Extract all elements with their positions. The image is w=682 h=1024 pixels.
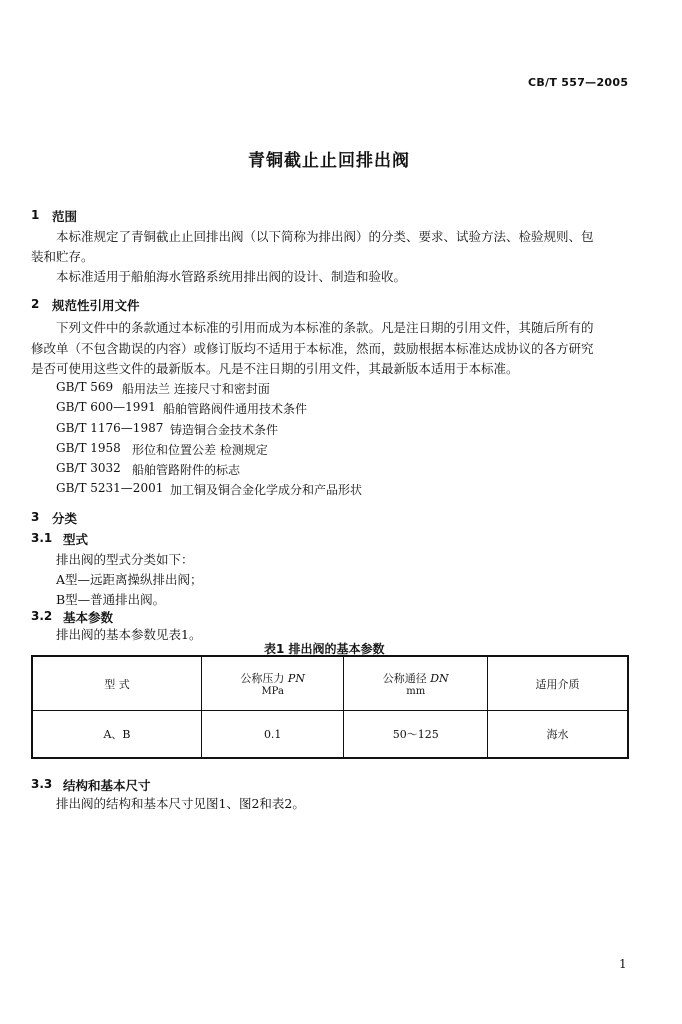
reference-title: 加工铜及铜合金化学成分和产品形状: [170, 483, 363, 497]
page-title: 青铜截止止回排出阀: [248, 151, 410, 171]
header-nominal-pressure: [201, 656, 344, 711]
header-dn-label: 公称通径: [382, 672, 431, 685]
table-header-row: [32, 656, 628, 711]
reference-code: GB/T 1176—1987: [56, 421, 164, 435]
subsection-3-3-title: 结构和基本尺寸: [63, 778, 151, 793]
header-type: 型 式: [32, 656, 201, 711]
table-row: [32, 711, 628, 759]
table-1-caption: 表1 排出阀的基本参数: [264, 642, 385, 656]
subsection-3-1-title: 型式: [63, 532, 89, 547]
reference-code: GB/T 569: [56, 380, 114, 394]
subsection-3-1-line-3: B型—普通排出阀。: [56, 592, 166, 607]
reference-title: 铸造铜合金技术条件: [170, 423, 279, 437]
reference-item: [56, 481, 163, 495]
cell-medium: 海水: [487, 711, 628, 759]
reference-item: [56, 380, 113, 394]
cell-type: A、B: [32, 711, 201, 759]
section-3-title: 分类: [52, 511, 78, 526]
header-pn-label: 公称压力: [240, 672, 288, 685]
section-2-paragraph-line-1: 下列文件中的条款通过本标准的引用而成为本标准的条款。凡是注日期的引用文件，其随后所有的: [56, 320, 594, 335]
reference-title: 形位和位置公差 检测规定: [132, 443, 268, 457]
cell-dn: 50～125: [344, 711, 488, 759]
reference-code: GB/T 3032: [56, 461, 121, 475]
reference-item: [56, 400, 156, 414]
header-pn-unit: MPa: [261, 686, 284, 697]
reference-title: 船舶管路阀件通用技术条件: [163, 402, 308, 416]
section-3-number: 3: [31, 510, 40, 524]
reference-code: GB/T 1958: [56, 441, 121, 455]
section-1-paragraph-2: 本标准适用于船舶海水管路系统用排出阀的设计、制造和验收。: [56, 269, 407, 284]
subsection-3-2-number: 3.2: [31, 609, 53, 623]
header-dn-unit: mm: [406, 686, 426, 697]
header-nominal-diameter: [344, 656, 488, 711]
reference-item: [56, 461, 121, 475]
section-1-title: 范围: [52, 209, 78, 224]
reference-title: 船用法兰 连接尺寸和密封面: [122, 382, 270, 396]
header-dn-symbol: DN: [430, 672, 449, 685]
section-1-paragraph-1: 本标准规定了青铜截止止回排出阀（以下简称为排出阀）的分类、要求、试验方法、检验规则、包: [56, 229, 594, 244]
table-1: [31, 655, 629, 759]
reference-code: GB/T 600—1991: [56, 400, 156, 414]
reference-item: [56, 421, 163, 435]
header-medium: 适用介质: [487, 656, 628, 711]
section-2-paragraph-line-2: 修改单（不包含勘误的内容）或修订版均不适用于本标准，然而，鼓励根据本标准达成协议的各方研究: [31, 341, 594, 356]
header-pn-symbol: PN: [287, 672, 305, 685]
subsection-3-1-line-1: 排出阀的型式分类如下：: [56, 552, 194, 567]
reference-item: [56, 441, 121, 455]
section-2-number: 2: [31, 297, 40, 311]
subsection-3-3-line-1: 排出阀的结构和基本尺寸见图1、图2和表2。: [56, 796, 305, 811]
page-number: 1: [619, 957, 627, 971]
subsection-3-1-number: 3.1: [31, 531, 53, 545]
reference-code: GB/T 5231—2001: [56, 481, 164, 495]
section-2-title: 规范性引用文件: [52, 298, 140, 313]
cell-pn: 0.1: [201, 711, 344, 759]
reference-title: 船舶管路附件的标志: [132, 463, 241, 477]
section-1-paragraph-1-cont: 装和贮存。: [31, 249, 94, 264]
subsection-3-1-line-2: A型—远距离操纵排出阀；: [56, 572, 203, 587]
subsection-3-2-title: 基本参数: [63, 610, 114, 625]
section-1-number: 1: [31, 208, 40, 222]
subsection-3-3-number: 3.3: [31, 777, 53, 791]
section-2-paragraph-line-3: 是否可使用这些文件的最新版本。凡是不注日期的引用文件，其最新版本适用于本标准。: [31, 361, 519, 376]
subsection-3-2-line-1: 排出阀的基本参数见表1。: [56, 627, 202, 642]
document-code: CB/T 557—2005: [528, 76, 629, 89]
